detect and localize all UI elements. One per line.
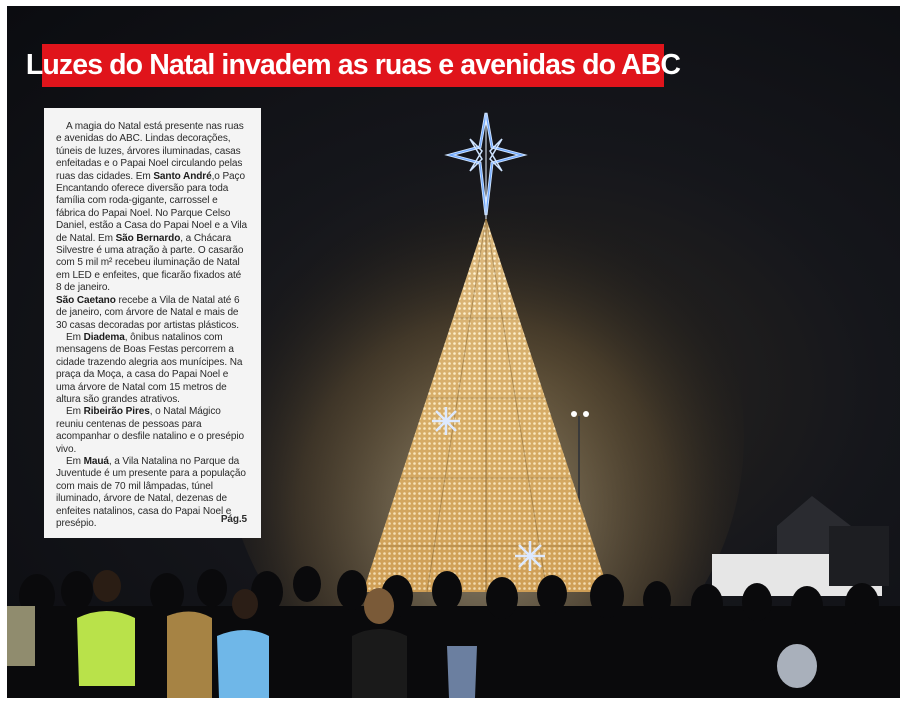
city-name: Ribeirão Pires	[83, 406, 150, 418]
headline-banner	[25, 44, 681, 87]
article-paragraph	[56, 406, 249, 456]
paragraph-text: ,o Paço Encantando oferece diversão para toda família com roda-gigante, carrossel e fábrica do Papai Noel. No Parque Celso Daniel, estão a Casa do Papai Noel e a Vila de Natal. Em	[56, 170, 247, 244]
snowflake-ornament-icon	[515, 541, 545, 571]
paragraph-text: Em	[66, 406, 84, 418]
city-name: Santo André	[153, 170, 212, 182]
city-name: São Bernardo	[115, 232, 181, 244]
paragraph-text: Em	[66, 455, 84, 467]
city-name: Mauá	[83, 455, 109, 467]
article-paragraph	[56, 332, 249, 406]
article-paragraph	[56, 295, 249, 332]
background-building	[712, 496, 889, 596]
paragraph-text: A magia do Natal está presente nas ruas e avenidas do ABC. Lindas decorações, túneis de luzes, árvores iluminadas, casas enfeitadas e o Papai Noel circulando pelas ruas das cidades. Em	[56, 121, 244, 182]
city-name: Diadema	[83, 331, 125, 343]
city-name: São Caetano	[56, 294, 116, 306]
snowflake-ornament-icon	[432, 407, 460, 435]
paragraph-text: recebe a Vila de Natal até 6 de janeiro, com árvore de Natal e mais de 30 casas decoradas por artistas plásticos.	[56, 294, 240, 331]
article-box	[44, 108, 261, 538]
paragraph-text: , o Natal Mágico reuniu centenas de pessoas para acompanhar o desfile natalino e o presépio vivo.	[56, 406, 244, 455]
paragraph-text: , ônibus natalinos com mensagens de Boas Festas percorrem a cidade trazendo alegria aos munícipes. Na praça da Moça, a casa do Papai Noel e uma árvore de Natal com 15 metros de altura são grandes atrativos.	[56, 331, 243, 405]
paragraph-text: , a Vila Natalina no Parque da Juventude é um presente para a população com mais de 70 mil lâmpadas, túnel iluminado, árvore de Natal, dezenas de enfeites natalinos, casa do Papai Noel e presépio.	[56, 455, 246, 529]
page-reference: Pág.5	[220, 513, 247, 525]
paragraph-text: , a Chácara Silvestre é uma atração à parte. O casarão com 5 mil m² recebeu iluminação de Natal em LED e enfeites, que ficarão fixados até 8 de janeiro.	[56, 232, 244, 294]
headline: Luzes do Natal invadem as ruas e avenidas do ABC	[25, 49, 681, 81]
article-paragraph	[56, 121, 249, 295]
paragraph-text: Em	[66, 331, 84, 343]
